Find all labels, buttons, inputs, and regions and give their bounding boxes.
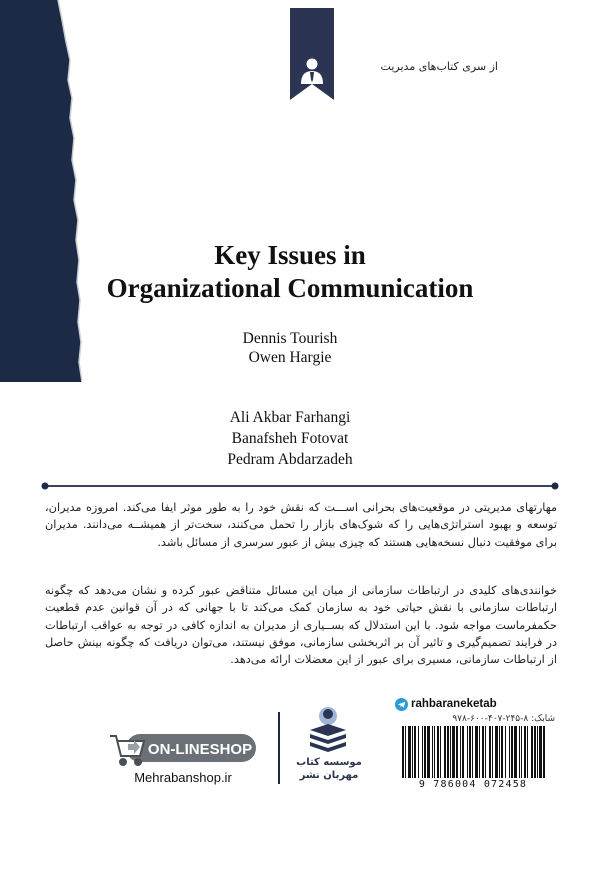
publisher-name: موسسه کتاب (296, 757, 362, 768)
barcode-bar (499, 726, 500, 778)
barcode-bar (402, 726, 404, 778)
series-label: از سری کتاب‌های مدیریت (380, 60, 498, 73)
barcode-bar (475, 726, 478, 778)
barcode-bar (479, 726, 480, 778)
isbn-label: شابک: ۸-۲۴۵-۴۰۷-۶۰۰-۹۷۸ (452, 714, 555, 724)
barcode-bar (482, 726, 484, 778)
barcode-bar (456, 726, 458, 778)
barcode-bar (505, 726, 506, 778)
barcode-bar (524, 726, 526, 778)
barcode-bar (414, 726, 416, 778)
barcode-bar (511, 726, 513, 778)
barcode-bar (543, 726, 545, 778)
author-name: Owen Hargie (248, 349, 332, 366)
barcode-bar (472, 726, 473, 778)
barcode-bar (427, 726, 430, 778)
description-paragraph: مهارتهای مدیریتی در موقعیت‌های بحرانی اســـت که نقش خود را به طور موثر ایفا می‌کند. امروزه مدیران، توسعه و بهبود استراتژی‌هایی را که شوک‌های بازار را تحمل می‌کنند، سخت‌تر از همیشــه می‌دانند. مدیران برای موفقیت دنبال نسخه‌هایی هستند که چیزی بیش از عبور سرسری از مسائل باشد. (45, 501, 557, 549)
shop-logo-text: ON-LINESHOP (147, 741, 253, 758)
book-title-line1: Key Issues in (214, 240, 366, 270)
barcode-bar (501, 726, 503, 778)
barcode-bar (460, 726, 461, 778)
barcode-bar (495, 726, 498, 778)
navy-side-panel (0, 0, 82, 382)
barcode-bar (537, 726, 538, 778)
barcode-bar (422, 726, 423, 778)
barcode (398, 726, 548, 778)
social-handle: rahbaraneketab (411, 698, 497, 710)
translator-name: Pedram Abdarzadeh (227, 451, 353, 468)
barcode-bar (527, 726, 528, 778)
barcode-bar (437, 726, 439, 778)
barcode-bar (519, 726, 520, 778)
barcode-bar (447, 726, 449, 778)
barcode-bar (432, 726, 433, 778)
publisher-name: مهربان نشر (299, 770, 359, 781)
barcode-bar (485, 726, 486, 778)
social-handle-row (395, 696, 497, 712)
online-shop-logo (108, 728, 258, 768)
book-title-line2: Organizational Communication (106, 273, 474, 303)
shop-url: Mehrabanshop.ir (134, 770, 232, 785)
barcode-bar (444, 726, 446, 778)
barcode-bar (467, 726, 468, 778)
barcode-bar (514, 726, 517, 778)
barcode-bar (412, 726, 413, 778)
barcode-bar (434, 726, 435, 778)
translator-name: Banafsheh Fotovat (231, 430, 349, 447)
publisher-logo (298, 700, 358, 756)
barcode-bar (450, 726, 451, 778)
barcode-bar (405, 726, 406, 778)
barcode-bar (531, 726, 533, 778)
barcode-number: 9 786004 072458 (418, 779, 528, 790)
barcode-bar (469, 726, 471, 778)
barcode-bar (492, 726, 493, 778)
barcode-bar (408, 726, 411, 778)
shopping-cart-icon (110, 736, 144, 765)
barcode-bar (539, 726, 542, 778)
vertical-separator (278, 712, 280, 784)
telegram-icon (395, 698, 408, 711)
translator-name: Ali Akbar Farhangi (229, 409, 351, 426)
ornament-divider (40, 480, 560, 492)
barcode-bar (489, 726, 491, 778)
barcode-bar (509, 726, 510, 778)
barcode-bar (521, 726, 522, 778)
author-name: Dennis Tourish (242, 330, 338, 347)
barcode-bar (440, 726, 441, 778)
series-ribbon (290, 8, 334, 100)
barcode-bar (452, 726, 455, 778)
barcode-bar (534, 726, 536, 778)
barcode-bar (462, 726, 464, 778)
barcode-bar (418, 726, 419, 778)
description-paragraph: خوانندی‌های کلیدی در ارتباطات سازمانی از میان این مسائل متناقض عبور کرده و نشان می‌دهد که چگونه ارتباطات سازمانی با نقش حیاتی خود به سازمان کمک می‌کند تا با جهانی که در آن قوانین عدم قطعیت حکمفرماست مواجه شود. با این استدلال که بســیاری از مدیران به اندازه کافی در توجه به عواقب ارتباطات در فرایند تصمیم‌گیری و تاثیر آن بر اثربخشی سازمانی، موفق نیستند، می‌توان دریافت که چگونه بینش حاصل از ارتباطات سازمانی، مسیری برای عبور از این معضلات ارائه می‌دهد. (45, 584, 557, 667)
barcode-bar (424, 726, 426, 778)
